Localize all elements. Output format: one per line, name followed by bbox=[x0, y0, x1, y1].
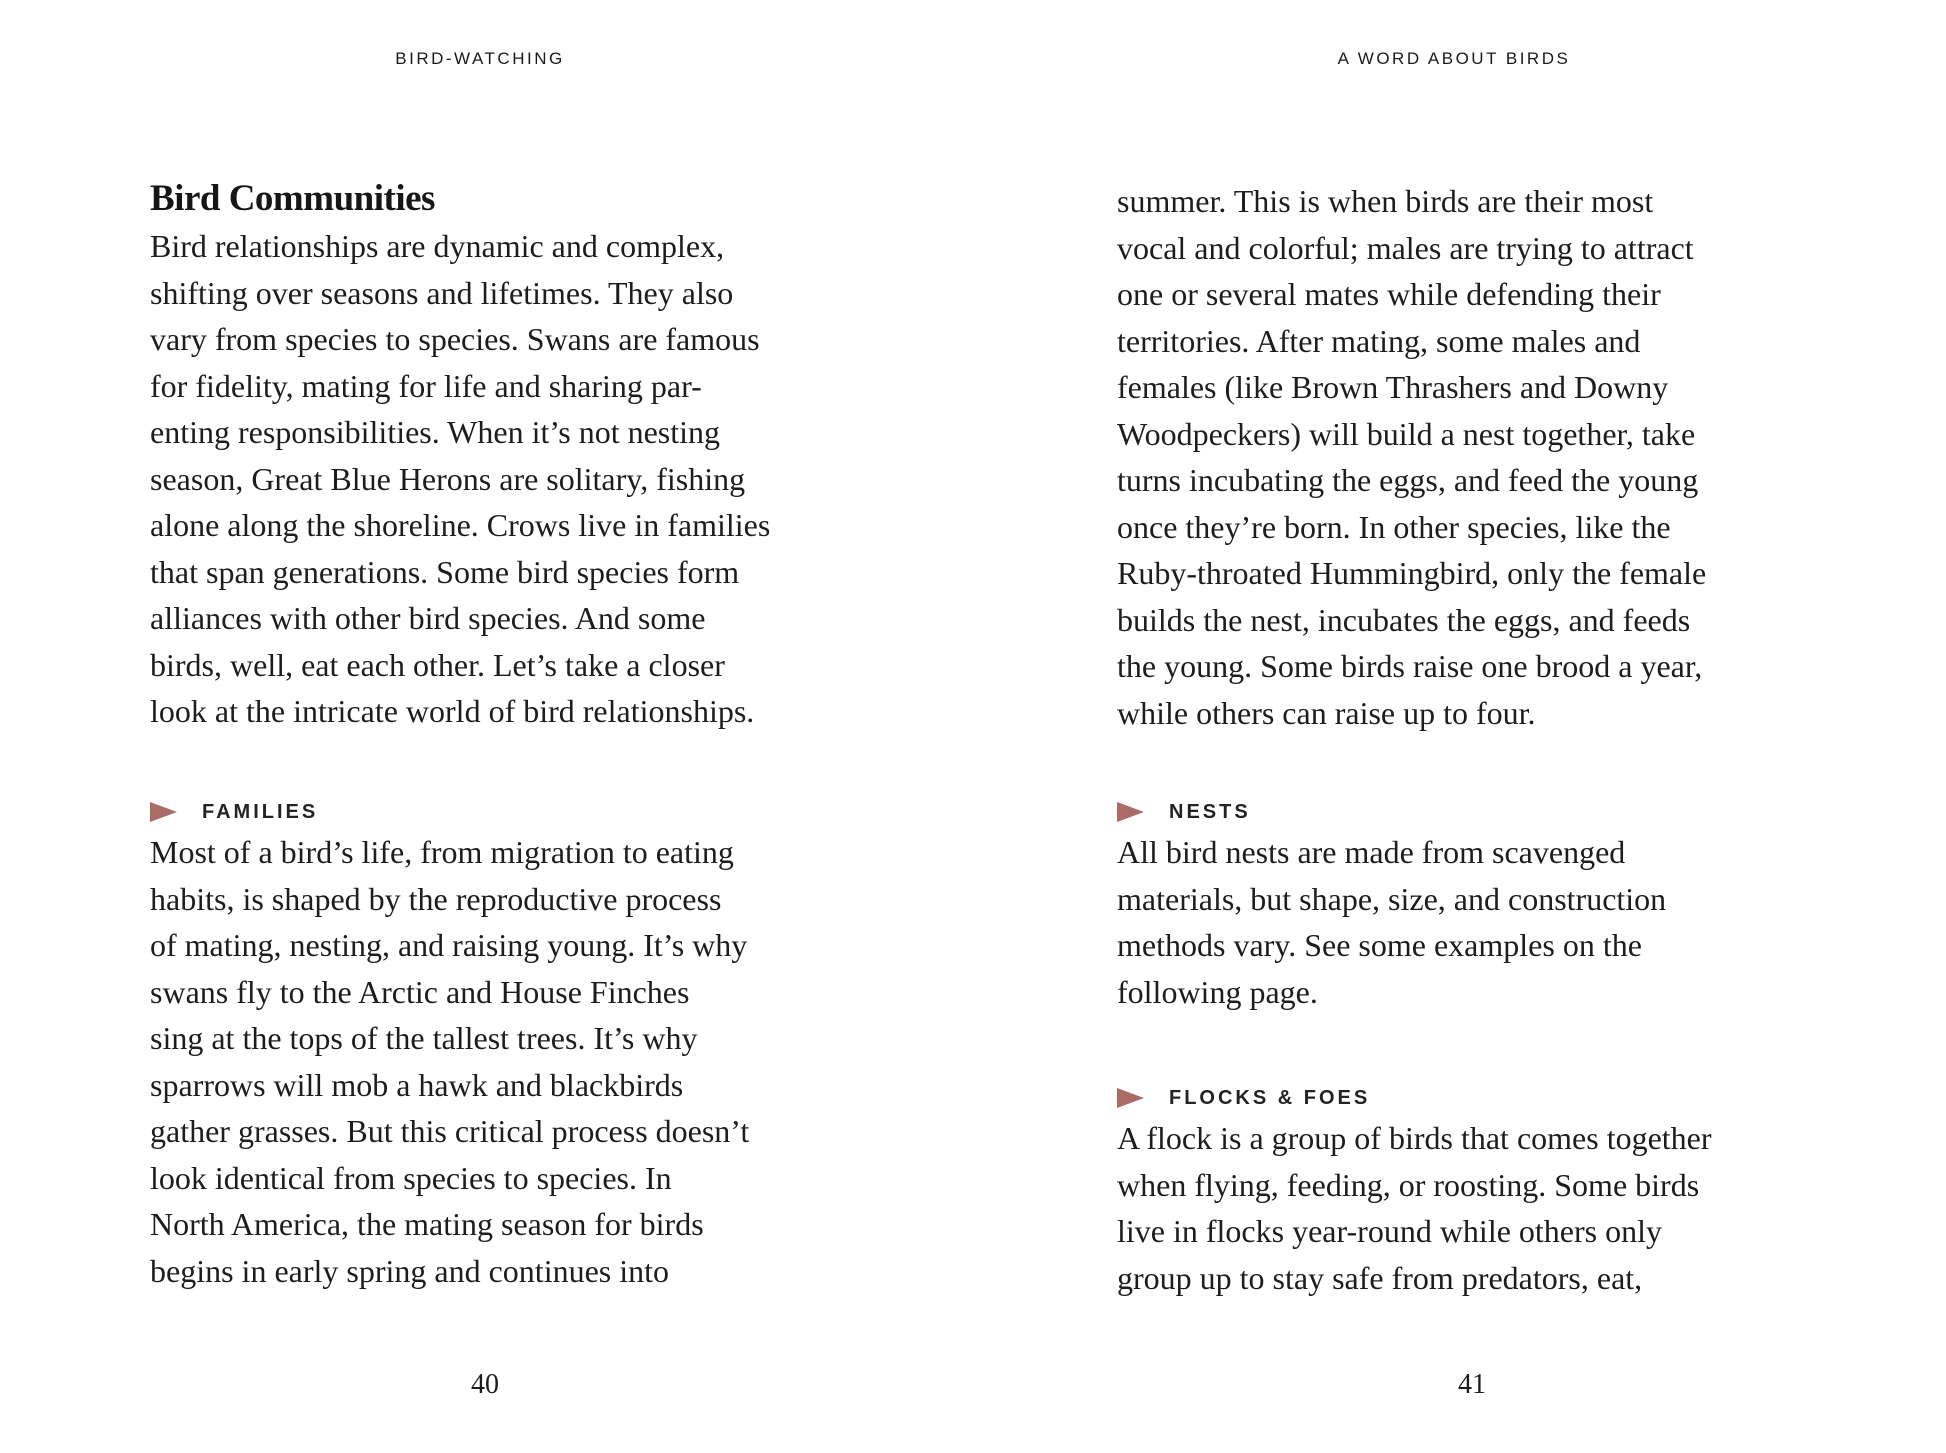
section-arrow-icon bbox=[150, 802, 177, 822]
section-body-nests: All bird nests are made from scavenged materials, but shape, size, and construction methods vary. See some examples on the following page. bbox=[1117, 834, 1667, 1010]
section-body-flocks-and-foes: A flock is a group of birds that comes together when flying, feeding, or roosting. Some birds live in flocks year-round while others only group up to stay safe from predators, eat, bbox=[1117, 1120, 1712, 1296]
running-head-left: BIRD-WATCHING bbox=[395, 49, 565, 68]
page-number-left: 40 bbox=[471, 1369, 499, 1400]
section-header-nests bbox=[1117, 800, 1251, 824]
section-body-families: Most of a bird’s life, from migration to eating habits, is shaped by the reproductive process of mating, nesting, and raising young. It’s why swans fly to the Arctic and House Finches sing at the tops of the tallest trees. It’s why sparrows will mob a hawk and blackbirds gather grasses. But this critical process doesn’t look identical from species to species. In North America, the mating season for birds begins in early spring and continues into bbox=[150, 834, 750, 1289]
section-label: NESTS bbox=[1169, 800, 1251, 823]
page-number-right: 41 bbox=[1458, 1369, 1486, 1400]
right-intro-paragraph: summer. This is when birds are their most vocal and colorful; males are trying to attract one or several mates while defending their territories. After mating, some males and females (like Brown Thrashers and Downy Woodpeckers) will build a nest together, take turns incubating the eggs, and feed the young once they’re born. In other species, like the Ruby-throated Hummingbird, only the female builds the nest, incubates the eggs, and feeds the young. Some birds raise one brood a year, while others can raise up to four. bbox=[1117, 183, 1707, 731]
section-arrow-icon bbox=[1117, 1088, 1144, 1108]
section-label: FLOCKS & FOES bbox=[1169, 1086, 1371, 1109]
section-header-families bbox=[150, 800, 318, 824]
page-heading: Bird Communities bbox=[150, 178, 435, 219]
section-header-flocks-and-foes bbox=[1117, 1086, 1370, 1110]
left-intro-paragraph: Bird relationships are dynamic and complex, shifting over seasons and lifetimes. They also vary from species to species. Swans are famous for fidelity, mating for life and sharing par- enting responsibilities. When it’s not nesting season, Great Blue Herons are solitary, fishing alone along the shoreline. Crows live in families that span generations. Some bird species form alliances with other bird species. And some birds, well, eat each other. Let’s take a closer look at the intricate world of bird relationships. bbox=[150, 228, 771, 729]
section-label: FAMILIES bbox=[202, 800, 319, 823]
section-arrow-icon bbox=[1117, 802, 1144, 822]
running-head-right: A WORD ABOUT BIRDS bbox=[1337, 49, 1571, 68]
